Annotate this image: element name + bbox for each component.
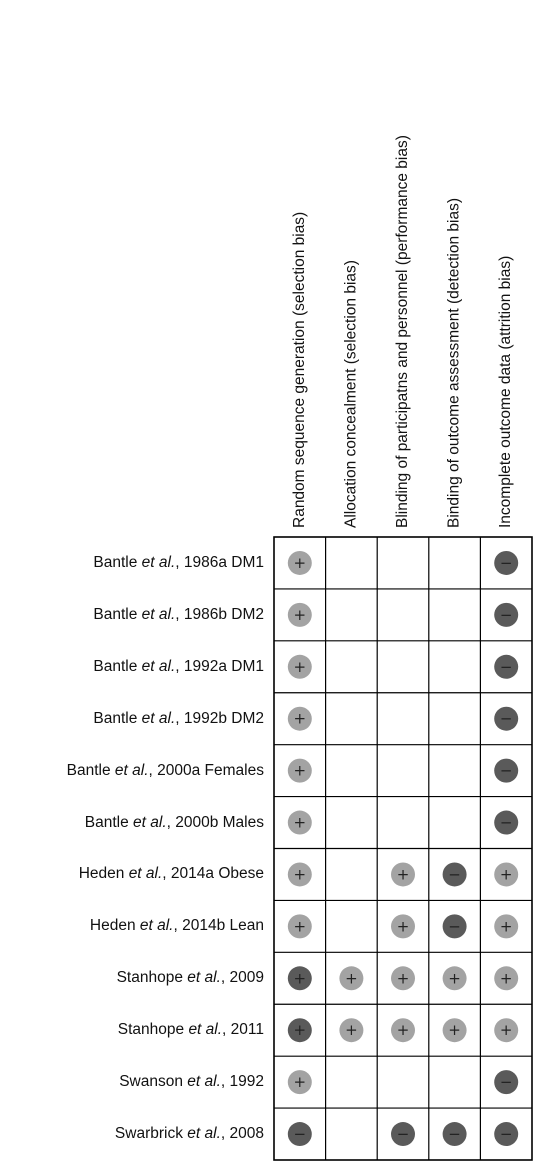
study-year: , 2011	[222, 1021, 264, 1039]
mark-symbol: +	[293, 761, 307, 780]
low-risk-mark	[288, 707, 312, 731]
mark-symbol: −	[499, 657, 513, 676]
low-risk-mark	[494, 966, 518, 990]
column-header: Binding of outcome assessment (detection bias)	[445, 198, 463, 528]
mark-symbol: −	[499, 709, 513, 728]
mark-symbol: +	[293, 1021, 307, 1040]
high-risk-mark	[391, 1122, 415, 1146]
study-year: , 1992b DM2	[175, 709, 264, 727]
mark-symbol: −	[499, 553, 513, 572]
low-risk-mark	[288, 655, 312, 679]
study-year: , 2008	[220, 1125, 264, 1143]
column-header: Allocation concealment (selection bias)	[342, 260, 360, 528]
low-risk-mark	[288, 551, 312, 575]
low-risk-mark	[494, 914, 518, 938]
mark-symbol: −	[499, 761, 513, 780]
low-risk-mark	[494, 1018, 518, 1042]
study-et-al: et al.	[141, 709, 176, 727]
low-risk-mark	[288, 966, 312, 990]
high-risk-mark	[443, 914, 467, 938]
low-risk-mark	[443, 1018, 467, 1042]
study-author: Bantle	[93, 709, 142, 727]
low-risk-mark	[494, 862, 518, 886]
study-et-al: et al.	[187, 1125, 221, 1143]
high-risk-mark	[494, 707, 518, 731]
mark-symbol: +	[293, 865, 307, 884]
study-year: , 1986b DM2	[175, 605, 264, 623]
study-et-al: et al.	[187, 1073, 221, 1091]
study-et-al: et al.	[141, 657, 176, 675]
study-author: Bantle	[93, 657, 142, 675]
low-risk-mark	[443, 966, 467, 990]
low-risk-mark	[391, 1018, 415, 1042]
study-et-al: et al.	[128, 865, 163, 883]
study-year: , 2000a Females	[148, 761, 264, 779]
low-risk-mark	[288, 1018, 312, 1042]
study-author: Stanhope	[117, 1021, 189, 1039]
study-year: , 2014b Lean	[173, 917, 264, 935]
mark-symbol: +	[293, 917, 307, 936]
mark-symbol: +	[499, 969, 513, 988]
mark-symbol: −	[499, 1073, 513, 1092]
study-author: Swarbrick	[114, 1125, 188, 1143]
study-et-al: et al.	[188, 1021, 223, 1039]
high-risk-mark	[494, 759, 518, 783]
study-year: , 1992	[220, 1073, 264, 1091]
study-et-al: et al.	[114, 761, 149, 779]
study-author: Bantle	[93, 605, 142, 623]
study-year: , 1986a DM1	[175, 553, 264, 571]
study-year: , 2014a Obese	[162, 865, 264, 883]
study-author: Bantle	[66, 761, 115, 779]
high-risk-mark	[494, 811, 518, 835]
mark-symbol: +	[448, 969, 461, 988]
low-risk-mark	[288, 759, 312, 783]
study-year: , 2009	[220, 969, 264, 987]
high-risk-mark	[443, 862, 467, 886]
column-header: Blinding of participatns and personnel (performance bias)	[394, 135, 411, 528]
low-risk-mark	[339, 1018, 363, 1042]
mark-symbol: +	[396, 865, 410, 884]
column-header: Incomplete outcome data (attrition bias)	[497, 255, 515, 528]
study-et-al: et al.	[141, 605, 176, 623]
mark-symbol: −	[448, 1125, 461, 1144]
mark-symbol: +	[293, 605, 307, 624]
high-risk-mark	[494, 1122, 518, 1146]
low-risk-mark	[288, 1070, 312, 1094]
high-risk-mark	[443, 1122, 467, 1146]
low-risk-mark	[288, 914, 312, 938]
low-risk-mark	[391, 914, 415, 938]
mark-symbol: −	[448, 865, 461, 884]
column-header: Random sequence generation (selection bias)	[290, 211, 308, 528]
low-risk-mark	[288, 603, 312, 627]
mark-symbol: −	[499, 813, 513, 832]
mark-symbol: +	[396, 917, 410, 936]
mark-symbol: +	[499, 917, 513, 936]
low-risk-mark	[391, 966, 415, 990]
low-risk-mark	[288, 811, 312, 835]
low-risk-mark	[339, 966, 363, 990]
mark-symbol: −	[448, 917, 461, 936]
mark-symbol: +	[345, 1021, 358, 1040]
mark-symbol: +	[396, 1021, 410, 1040]
mark-symbol: +	[293, 553, 307, 572]
mark-symbol: +	[396, 969, 410, 988]
study-et-al: et al.	[141, 553, 176, 571]
study-author: Heden	[78, 865, 129, 883]
mark-symbol: +	[293, 657, 307, 676]
mark-symbol: −	[293, 1125, 307, 1144]
study-year: , 2000b Males	[166, 813, 264, 831]
mark-symbol: −	[499, 1125, 513, 1144]
mark-symbol: +	[293, 709, 307, 728]
mark-symbol: +	[448, 1021, 461, 1040]
study-author: Swanson	[119, 1073, 188, 1091]
mark-symbol: +	[293, 969, 307, 988]
study-et-al: et al.	[133, 813, 167, 831]
mark-symbol: −	[499, 605, 513, 624]
low-risk-mark	[391, 862, 415, 886]
high-risk-mark	[494, 1070, 518, 1094]
study-year: , 1992a DM1	[175, 657, 264, 675]
mark-symbol: +	[499, 865, 513, 884]
mark-symbol: +	[293, 1073, 307, 1092]
low-risk-mark	[288, 862, 312, 886]
high-risk-mark	[494, 603, 518, 627]
study-author: Stanhope	[116, 969, 188, 987]
study-author: Bantle	[93, 553, 142, 571]
study-author: Heden	[89, 917, 140, 935]
high-risk-mark	[288, 1122, 312, 1146]
mark-symbol: +	[345, 969, 358, 988]
study-et-al: et al.	[187, 969, 221, 987]
mark-symbol: +	[499, 1021, 513, 1040]
high-risk-mark	[494, 655, 518, 679]
mark-symbol: +	[293, 813, 307, 832]
mark-symbol: −	[396, 1125, 410, 1144]
high-risk-mark	[494, 551, 518, 575]
study-et-al: et al.	[139, 917, 174, 935]
study-author: Bantle	[84, 813, 134, 831]
